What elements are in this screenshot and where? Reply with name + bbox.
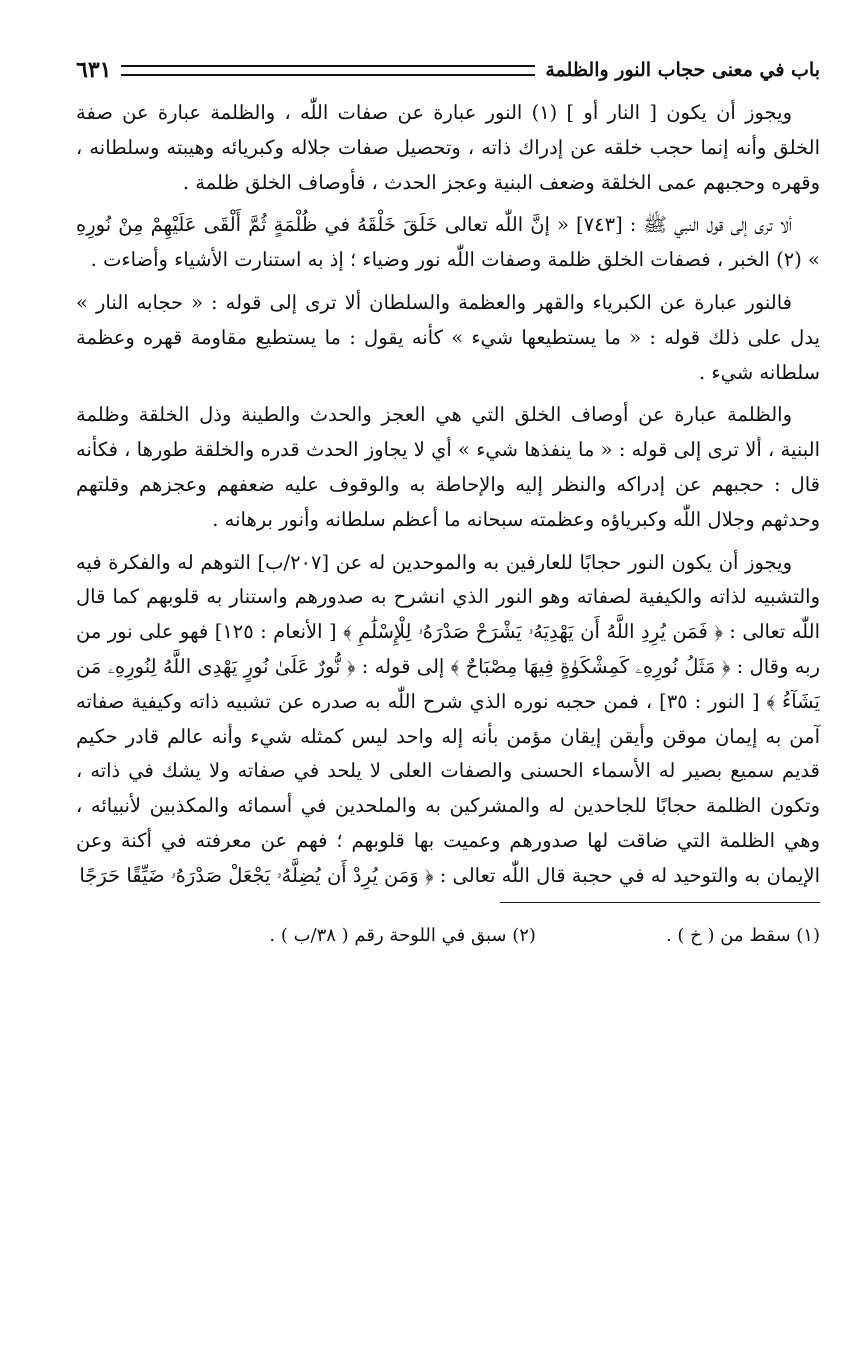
paragraph: ويجوز أن يكون [ النار أو ] (١) النور عبارة عن صفات اللّٰه ، والظلمة عبارة عن صفة الخلق وأنه إنما حجب خلقه عن إدراك ذاته ، وتحصيل صفات جلاله وكبريائه وهيبته وسلطانه ، وقهره وحجبهم عمى الخلقة وضعف البنية وعجز الحدث ، فأوصاف الخلق ظلمة .: [76, 101, 820, 194]
paragraph: فالنور عبارة عن الكبرياء والقهر والعظمة والسلطان ألا ترى إلى قوله : « حجابه النار » يدل على ذلك قوله : « ما يستطيعها شيء » كأنه يقول : ما يستطيع مقاومة قهره وعظمة سلطانه شيء .: [76, 290, 820, 384]
body-text: [76, 96, 820, 894]
page-number: ٦٣١: [76, 57, 112, 83]
paragraph: والظلمة عبارة عن أوصاف الخلق التي هي العجز والحدث والطينة وذل الخلقة وظلمة البنية ، ألا ترى إلى قوله : « ما ينفذها شيء » أي لا يجاوز الحدث قدره والخلقة طورها ، فكأنه قال : حجبهم عن إدراكه والنظر إليه والإحاطة به والوقوف عليه ضعفهم وعجزهم وقلتهم وحدثهم وجلال اللّٰه وكبرياؤه وعظمته سبحانه ما أعظم سلطانه وأنور برهانه .: [76, 403, 820, 531]
footnote: (١) سقط من ( خ ) .: [665, 924, 820, 946]
header-rule: [121, 65, 535, 76]
footnotes: [76, 925, 820, 946]
chapter-title: باب في معنى حجاب النور والظلمة: [545, 59, 820, 81]
footnote-rule: [500, 902, 820, 903]
paragraph: ويجوز أن يكون النور حجابًا للعارفين به والموحدين له عن [٢٠٧/ب] التوهم له والفكرة فيه والتشبيه لذاته والكيفية لصفاته وهو النور الذي انشرح به صدورهم واستنار به قلوبهم كما قال اللّٰه تعالى : ﴿ فَمَن يُرِدِ اللَّهُ أَن يَهْدِيَهُۥ يَشْرَحْ صَدْرَهُۥ لِلْإِسْلَٰمِ ﴾ [ الأنعام : ١٢٥] فهو على نور من ربه وقال : ﴿ مَثَلُ نُورِهِۦ كَمِشْكَوٰةٍ فِيهَا مِصْبَاحٌ ﴾ إلى قوله : ﴿ نُّورٌ عَلَىٰ نُورٍ يَهْدِى اللَّهُ لِنُورِهِۦ مَن يَشَآءُ ﴾ [ النور : ٣٥] ، فمن حجبه نوره الذي شرح اللّٰه به صدره عن تشبيه ذاته وكيفية صفاته آمن به إيمان موقن وأيقن إيقان مؤمن بأنه إله واحد ليس كمثله شيء وأنه عالم قادر حكيم قديم سميع بصير له الأسماء الحسنى والصفات العلى لا يلحد في صفاته ولا يشك في ذاته ، وتكون الظلمة حجابًا للجاحدين له والمشركين به والملحدين في أسمائه والمكذبين لأنبيائه ، وهي الظلمة التي ضاقت لها صدورهم وعميت بها قلوبهم ؛ فهم عن معرفته في أكنة وعن الإيمان به والتوحيد له في حجبة قال اللّٰه تعالى : ﴿ وَمَن يُرِدْ أَن يُضِلَّهُۥ يَجْعَلْ صَدْرَهُۥ ضَيِّقًا حَرَجًا: [76, 550, 820, 887]
paragraph: ألا ترى إلى قول النبي ﷺ : [٧٤٣] « إنَّ اللّٰه تعالى خَلَقَ خَلْقَهُ في ظُلْمَةٍ ثُمَّ أَلْقَى عَلَيْهِمْ مِنْ نُورِهِ » (٢) الخبر ، فصفات الخلق ظلمة وصفات اللّٰه نور وضياء ؛ إذ به استنارت الأشياء وأضاءت .: [76, 213, 820, 272]
book-page: [76, 50, 820, 946]
footnote: (٢) سبق في اللوحة رقم ( ٣٨/ب ) .: [269, 924, 536, 946]
running-header: [76, 50, 820, 90]
